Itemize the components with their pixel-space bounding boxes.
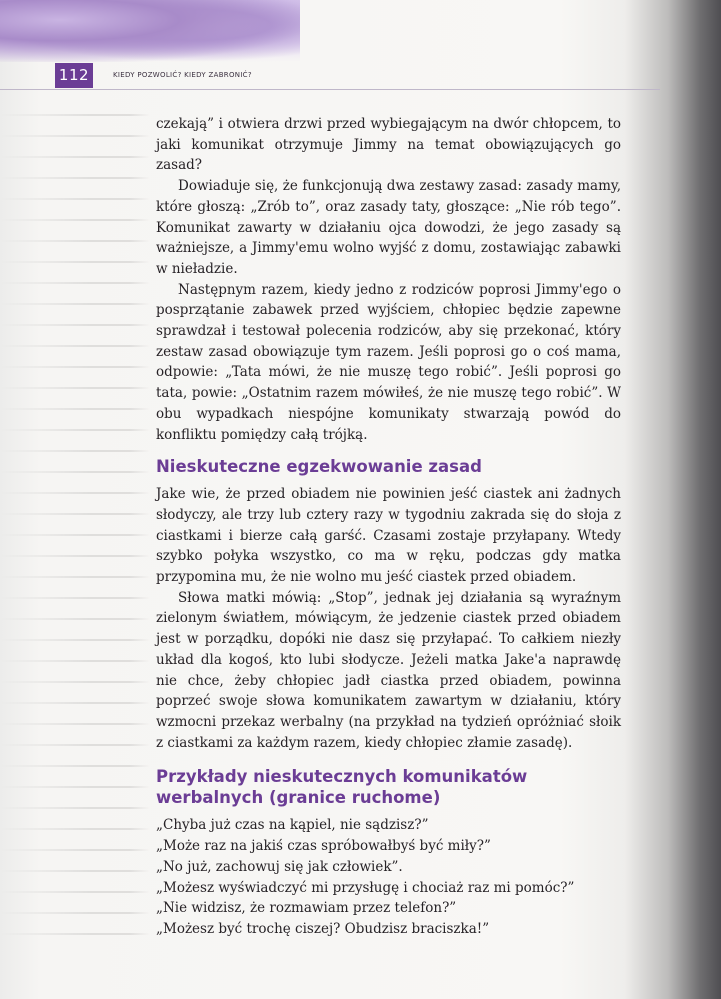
header-photo-strip [0, 0, 300, 62]
section-heading-ineffective-enforcement: Nieskuteczne egzekwowanie zasad [156, 457, 482, 477]
header-rule [0, 89, 660, 90]
paragraph-1: czekają” i otwiera drzwi przed wybiegającym na dwór chłopcem, to jaki komunikat otrzymuje Jimmy na temat obowiązujących go zasad? [156, 116, 621, 174]
section-heading-examples: Przykłady nieskutecznych komunikatów werbalnych (granice ruchome) [156, 767, 528, 808]
quote-item: „Może raz na jakiś czas spróbowałbyś być miły?” [156, 838, 491, 855]
page-number: 112 [55, 63, 93, 88]
quote-item: „Chyba już czas na kąpiel, nie sądzisz?” [156, 817, 429, 834]
quote-item: „Możesz być trochę ciszej? Obudzisz braciszka!” [156, 920, 490, 937]
main-text-column [156, 114, 621, 940]
paragraph-2: Dowiaduje się, że funkcjonują dwa zestawy zasad: zasady mamy, które głoszą: „Zrób to”, oraz zasady taty, głoszące: „Nie rób tego”. Komunikat zawarty w działaniu ojca dowodzi, że jego zasady są ważniejsze, a Jimmy'emu wolno wyjść z domu, zostawiając zabawki w nieładzie. [156, 178, 621, 277]
paragraph-4: Jake wie, że przed obiadem nie powinien jeść ciastek ani żadnych słodyczy, ale trzy lub cztery razy w tygodniu zakrada się do słoja z ciastkami i bierze całą garść. Czasami zostaje przyłapany. Wtedy szybko połyka wszystko, co ma w ręku, podczas gdy matka przypomina mu, że nie wolno mu jeść ciastek przed obiadem. [156, 486, 621, 586]
quote-item: „Nie widzisz, że rozmawiam przez telefon?” [156, 900, 457, 917]
quote-item: „Możesz wyświadczyć mi przysługę i chociaż raz mi pomóc?” [156, 879, 575, 896]
quote-item: „No już, zachowuj się jak człowiek”. [156, 858, 403, 875]
bleed-through-text [0, 100, 150, 940]
paragraph-3: Następnym razem, kiedy jedno z rodziców poprosi Jimmy'ego o posprzątanie zabawek przed wyjściem, chłopiec będzie zapewne sprawdzał i testował polecenia rodziców, aby się przekonać, który zestaw zasad obowiązuje tym razem. Jeśli poprosi go o coś mama, odpowie: „Tata mówi, że nie muszę tego robić”. Jeśli poprosi go tata, powie: „Ostatnim razem mówiłeś, że nie muszę tego robić”. W obu wypadkach niespójne komunikaty stwarzają powód do konfliktu pomiędzy całą trójką. [156, 281, 621, 443]
quote-list [156, 815, 621, 939]
running-head: KIEDY POZWOLIĆ? KIEDY ZABRONIĆ? [113, 71, 252, 79]
paragraph-5: Słowa matki mówią: „Stop”, jednak jej działania są wyraźnym zielonym światłem, mówiącym, że jedzenie ciastek przed obiadem jest w porządku, dopóki nie dasz się przyłapać. To całkiem niezły układ dla kogoś, kto lubi słodycze. Jeżeli matka Jake'a naprawdę nie chce, żeby chłopiec jadł ciastka przed obiadem, powinna poprzeć swoje słowa komunikatem zawartym w działaniu, który wzmocni przekaz werbalny (na przykład na tydzień opróżniać słoik z ciastkami za każdym razem, kiedy chłopiec złamie zasadę). [156, 589, 621, 751]
